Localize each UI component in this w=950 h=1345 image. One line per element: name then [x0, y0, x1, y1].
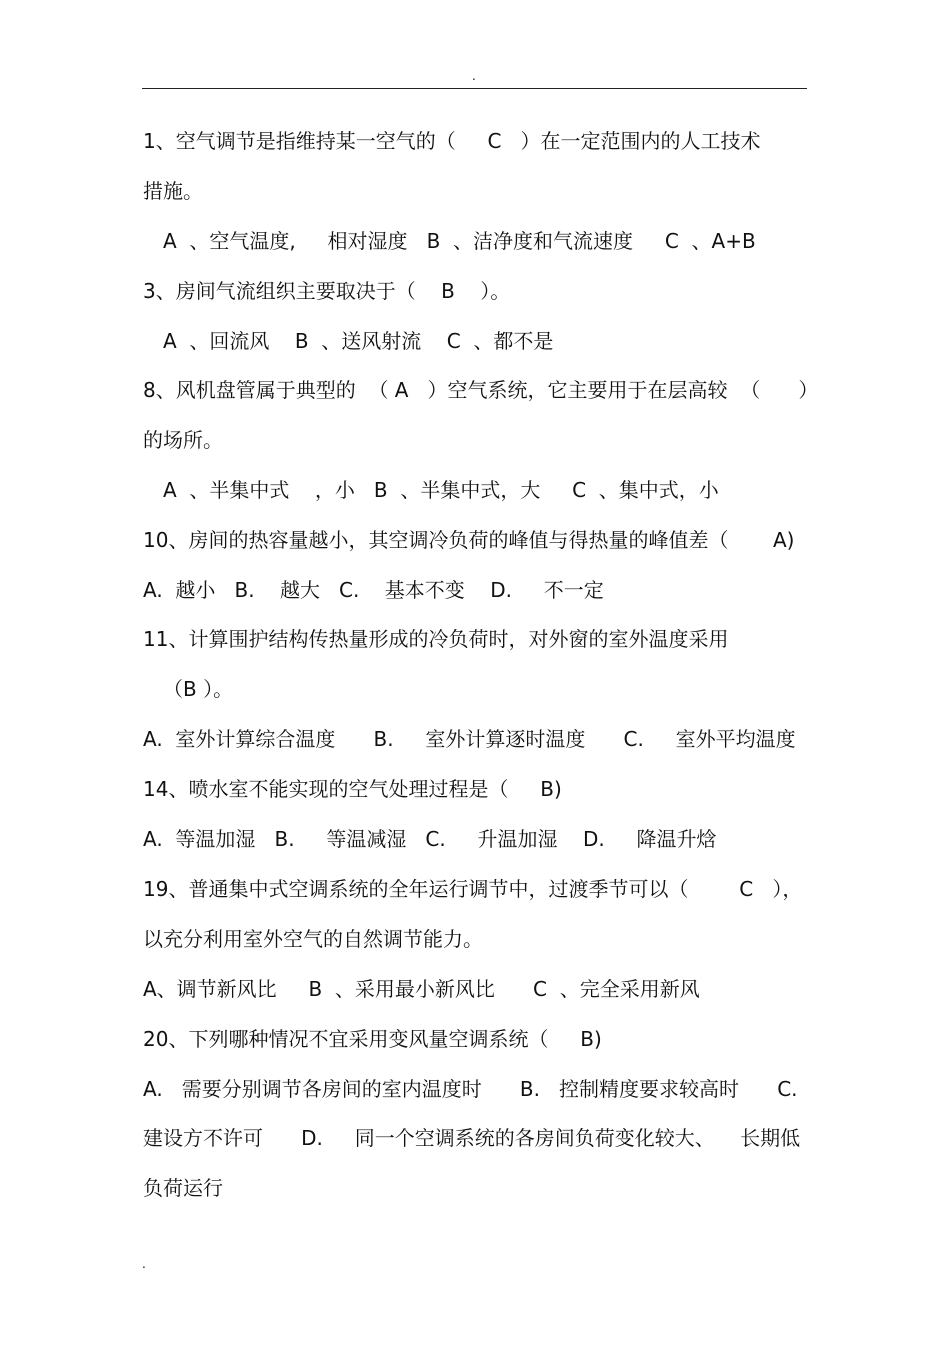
question-11-answer: （B ）。: [163, 677, 234, 701]
question-14-stem: 14、喷水室不能实现的空气处理过程是（ B): [143, 777, 562, 801]
question-14-options: A. 等温加湿 B. 等温减湿 C. 升温加湿 D. 降温升焓: [143, 827, 717, 851]
question-20-options-cont: 建设方不许可 D. 同一个空调系统的各房间负荷变化较大、 长期低: [143, 1126, 801, 1150]
header-mark: .: [472, 69, 476, 83]
question-19-stem-cont: 以充分利用室外空气的自然调节能力。: [143, 927, 483, 951]
question-11-stem: 11、计算围护结构传热量形成的冷负荷时，对外窗的室外温度采用: [143, 627, 729, 651]
question-8-options: A 、半集中式 ，小 B 、半集中式，大 C 、集中式，小: [163, 478, 719, 502]
header-rule: [142, 88, 807, 89]
question-20-options: A. 需要分别调节各房间的室内温度时 B. 控制精度要求较高时 C.: [143, 1077, 798, 1101]
question-1-options: A 、空气温度, 相对湿度 B 、洁净度和气流速度 C 、A+B: [163, 229, 756, 253]
question-11-options: A. 室外计算综合温度 B. 室外计算逐时温度 C. 室外平均温度: [143, 727, 796, 751]
question-1-stem-cont: 措施。: [143, 179, 203, 203]
question-19-options: A、调节新风比 B 、采用最小新风比 C 、完全采用新风: [143, 977, 700, 1001]
question-10-stem: 10、房间的热容量越小，其空调冷负荷的峰值与得热量的峰值差（ A): [143, 528, 795, 552]
question-20-options-end: 负荷运行: [143, 1176, 223, 1200]
question-20-stem: 20、下列哪种情况不宜采用变风量空调系统（ B): [143, 1027, 602, 1051]
question-8-stem-cont: 的场所。: [143, 428, 223, 452]
question-10-options: A. 越小 B. 越大 C. 基本不变 D. 不一定: [143, 578, 604, 602]
question-3-options: A 、回流风 B 、送风射流 C 、都不是: [163, 329, 554, 353]
question-8-stem: 8、风机盘管属于典型的 （ A ）空气系统，它主要用于在层高较 （ ）: [143, 378, 819, 402]
question-3-stem: 3、房间气流组织主要取决于（ B ）。: [143, 279, 511, 303]
question-1-stem: 1、空气调节是指维持某一空气的（ C ）在一定范围内的人工技术: [143, 129, 761, 153]
question-19-stem: 19、普通集中式空调系统的全年运行调节中，过渡季节可以（ C ），: [143, 877, 803, 901]
footer-mark: .: [142, 1257, 146, 1271]
